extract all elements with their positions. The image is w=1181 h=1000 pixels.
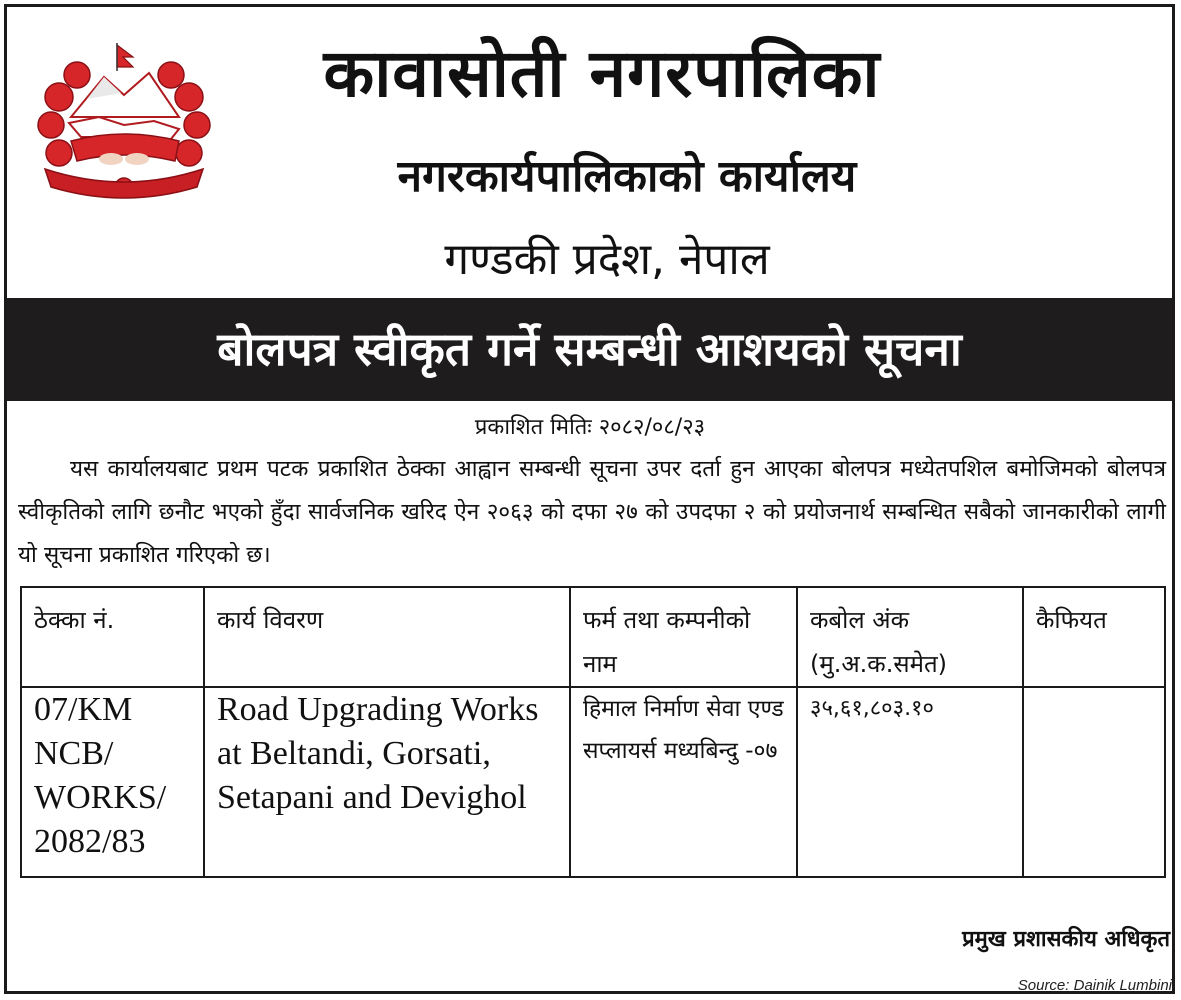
notice-heading-band xyxy=(7,298,1172,401)
col-header-bid-amount: कबोल अंक (मु.अ.क.समेत) xyxy=(797,587,1023,687)
contract-no-cell: 07/KM NCB/ WORKS/ 2082/83 xyxy=(21,687,204,877)
col-header-remarks: कैफियत xyxy=(1023,587,1165,687)
col-header-work-description: कार्य विवरण xyxy=(204,587,570,687)
col-header-firm-name: फर्म तथा कम्पनीको नाम xyxy=(570,587,797,687)
remarks-cell xyxy=(1023,687,1165,877)
notice-header xyxy=(7,7,1172,297)
notice-paragraph: यस कार्यालयबाट प्रथम पटक प्रकाशित ठेक्का आह्वान सम्बन्धी सूचना उपर दर्ता हुन आएका बोलपत्र मध्येतपशिल बमोजिमको बोलपत्र स्वीकृतिको लागि छनौट भएको हुँदा सार्वजनिक खरिद ऐन २०६३ को दफा २७ को उपदफा २ को प्रयोजनार्थ सम्बन्धित सबैको जानकारीको लागी यो सूचना प्रकाशित गरिएको छ। xyxy=(18,456,1166,568)
nepal-emblem-icon xyxy=(29,37,219,207)
published-date: प्रकाशित मितिः २०८२/०८/२३ xyxy=(474,415,706,440)
work-description-cell: Road Upgrading Works at Beltandi, Gorsati, Setapani and Devighol xyxy=(204,687,570,877)
table-row xyxy=(21,687,1165,877)
province-subtitle: गण्डकी प्रदेश, नेपाल xyxy=(444,234,770,285)
notice-heading: बोलपत्र स्वीकृत गर्ने सम्बन्धी आशयको सूचना xyxy=(217,322,962,376)
bid-amount-cell: ३५,६१,८०३.१० xyxy=(797,687,1023,877)
col-header-contract-no: ठेक्का नं. xyxy=(21,587,204,687)
source-credit: Source: Dainik Lumbini xyxy=(1017,977,1172,994)
signatory-title: प्रमुख प्रशासकीय अधिकृत xyxy=(962,927,1170,952)
office-subtitle: नगरकार्यपालिकाको कार्यालय xyxy=(397,151,857,202)
municipality-title: कावासोती नगरपालिका xyxy=(323,35,881,112)
award-table xyxy=(20,586,1166,878)
table-header-row xyxy=(21,587,1165,687)
notice-body xyxy=(18,448,1166,577)
firm-name-cell: हिमाल निर्माण सेवा एण्ड सप्लायर्स मध्यबिन्दु -०७ xyxy=(570,687,797,877)
